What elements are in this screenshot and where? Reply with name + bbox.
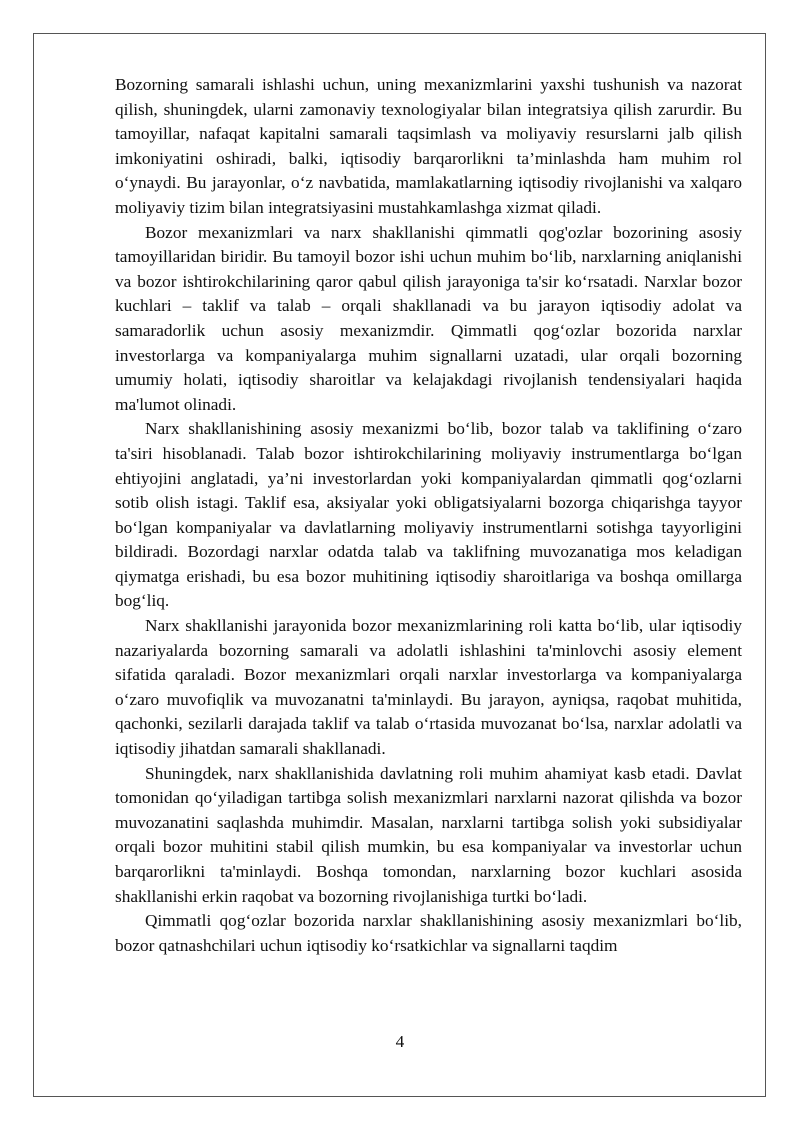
paragraph-6: Qimmatli qog‘ozlar bozorida narxlar shakllanishining asosiy mexanizmlari bo‘lib, bozor qatnashchilari uchun iqtisodiy ko‘rsatkichlar va signallarni taqdim bbox=[115, 911, 742, 955]
paragraph-4: Narx shakllanishi jarayonida bozor mexanizmlarining roli katta bo‘lib, ular iqtisodiy nazariyalarda bozorning samarali va adolatli ishlashini ta'minlovchi asosiy element sifatida qaraladi. Bozor mexanizmlari orqali narxlar investorlarga va kompaniyalarga o‘zaro muvofiqlik va muvozanatni ta'minlaydi. Bu jarayon, ayniqsa, raqobat muhitida, qachonki, sezilarli darajada taklif va talab o‘rtasida muvozanat bo‘lsa, narxlar adolatli va iqtisodiy jihatdan samarali shakllanadi. bbox=[115, 616, 742, 759]
page-number: 4 bbox=[395, 1032, 405, 1051]
document-body bbox=[115, 73, 742, 958]
paragraph-3: Narx shakllanishining asosiy mexanizmi bo‘lib, bozor talab va taklifining o‘zaro ta'siri hisoblanadi. Talab bozor ishtirokchilarining moliyaviy instrumentlarga bo‘lgan ehtiyojini anglatadi, ya’ni investorlardan yoki kompaniyalardan qimmatli qog‘ozlarni sotib olish istagi. Taklif esa, aksiyalar yoki obligatsiyalarni bozorga chiqarishga tayyor bo‘lgan kompaniyalar va davlatlarning moliyaviy instrumentlarni sotishga tayyorligini bildiradi. Bozordagi narxlar odatda talab va taklifning muvozanatiga mos keladigan qiymatga erishadi, bu esa bozor muhitining iqtisodiy sharoitlariga va boshqa omillarga bog‘liq. bbox=[115, 419, 742, 611]
paragraph-2: Bozor mexanizmlari va narx shakllanishi qimmatli qog'ozlar bozorining asosiy tamoyillaridan biridir. Bu tamoyil bozor ishi uchun muhim bo‘lib, narxlarning aniqlanishi va bozor ishtirokchilarining qaror qabul qilish jarayoniga ta'sir ko‘rsatadi. Narxlar bozor kuchlari – taklif va talab – orqali shakllanadi va bu jarayon iqtisodiy adolat va samaradorlik uchun asosiy mexanizmdir. Qimmatli qog‘ozlar bozorida narxlar investorlarga va kompaniyalarga muhim signallarni uzatadi, ular orqali bozorning umumiy holati, iqtisodiy sharoitlar va kelajakdagi rivojlanish tendensiyalari haqida ma'lumot olinadi. bbox=[115, 222, 742, 414]
paragraph-1: Bozorning samarali ishlashi uchun, uning mexanizmlarini yaxshi tushunish va nazorat qilish, shuningdek, ularni zamonaviy texnologiyalar bilan integratsiya qilish zarurdir. Bu tamoyillar, nafaqat kapitalni samarali taqsimlash va moliyaviy resurslarni jalb qilish imkoniyatini oshiradi, balki, iqtisodiy barqarorlikni ta’minlashda ham muhim rol o‘ynaydi. Bu jarayonlar, o‘z navbatida, mamlakatlarning iqtisodiy rivojlanishi va xalqaro moliyaviy tizim bilan integratsiyasini mustahkamlashga xizmat qiladi. bbox=[115, 75, 742, 217]
paragraph-5: Shuningdek, narx shakllanishida davlatning roli muhim ahamiyat kasb etadi. Davlat tomonidan qo‘yiladigan tartibga solish mexanizmlari narxlarni nazorat qilishda va bozor muvozanatini saqlashda muhimdir. Masalan, narxlarni tartibga solish yoki subsidiyalar orqali bozor muhitini stabil qilish mumkin, bu esa kompaniyalar va investorlar uchun barqarorlikni ta'minlaydi. Boshqa tomondan, narxlarning bozor kuchlari asosida shakllanishi erkin raqobat va bozorning rivojlanishiga turtki bo‘ladi. bbox=[115, 763, 742, 906]
